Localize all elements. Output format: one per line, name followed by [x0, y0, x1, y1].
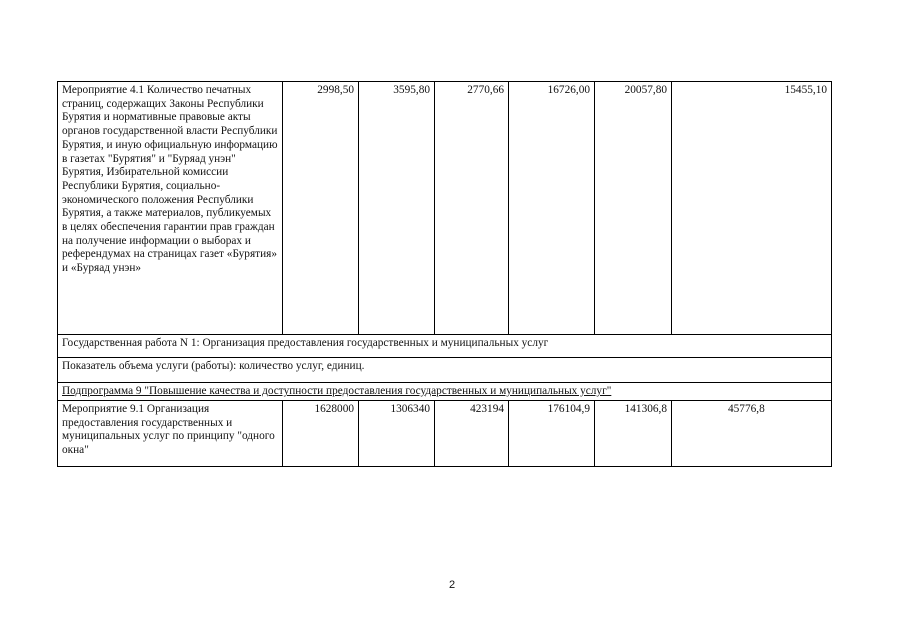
value-cell: 16726,00 — [509, 82, 595, 335]
table-row — [58, 335, 832, 358]
value-cell: 2770,66 — [435, 82, 509, 335]
page-number: 2 — [448, 579, 456, 591]
value-cell: 1306340 — [359, 401, 435, 467]
value-cell: 45776,8 — [672, 401, 832, 467]
table-row — [58, 383, 832, 401]
value-cell: 176104,9 — [509, 401, 595, 467]
row-label: Мероприятие 9.1 Организация предоставления государственных и муниципальных услуг по принципу "одного окна" — [58, 401, 283, 467]
indicator-row: Показатель объема услуги (работы): количество услуг, единиц. — [58, 358, 832, 383]
table-row — [58, 358, 832, 383]
subprogram-row: Подпрограмма 9 "Повышение качества и доступности предоставления государственных и муниципальных услуг" — [58, 383, 832, 401]
table-row — [58, 401, 832, 467]
state-work-row: Государственная работа N 1: Организация предоставления государственных и муниципальных услуг — [58, 335, 832, 358]
data-table — [57, 81, 832, 467]
table-row — [58, 82, 832, 335]
value-cell: 423194 — [435, 401, 509, 467]
value-cell: 1628000 — [283, 401, 359, 467]
value-cell: 2998,50 — [283, 82, 359, 335]
value-cell: 20057,80 — [595, 82, 672, 335]
value-cell: 3595,80 — [359, 82, 435, 335]
value-cell: 141306,8 — [595, 401, 672, 467]
row-label: Мероприятие 4.1 Количество печатных страниц, содержащих Законы Республики Бурятия и нормативные правовые акты органов государственной власти Республики Бурятия, и иную официальную информацию в газетах "Бурятия" и "Буряад унэн" Бурятия, Избирательной комиссии Республики Бурятия, социально-экономического положения Республики Бурятия, а также материалов, публикуемых в целях обеспечения гарантии прав граждан на получение информации о выборах и референдумах на страницах газет «Бурятия» и «Буряад унэн» — [58, 82, 283, 335]
value-cell: 15455,10 — [672, 82, 832, 335]
